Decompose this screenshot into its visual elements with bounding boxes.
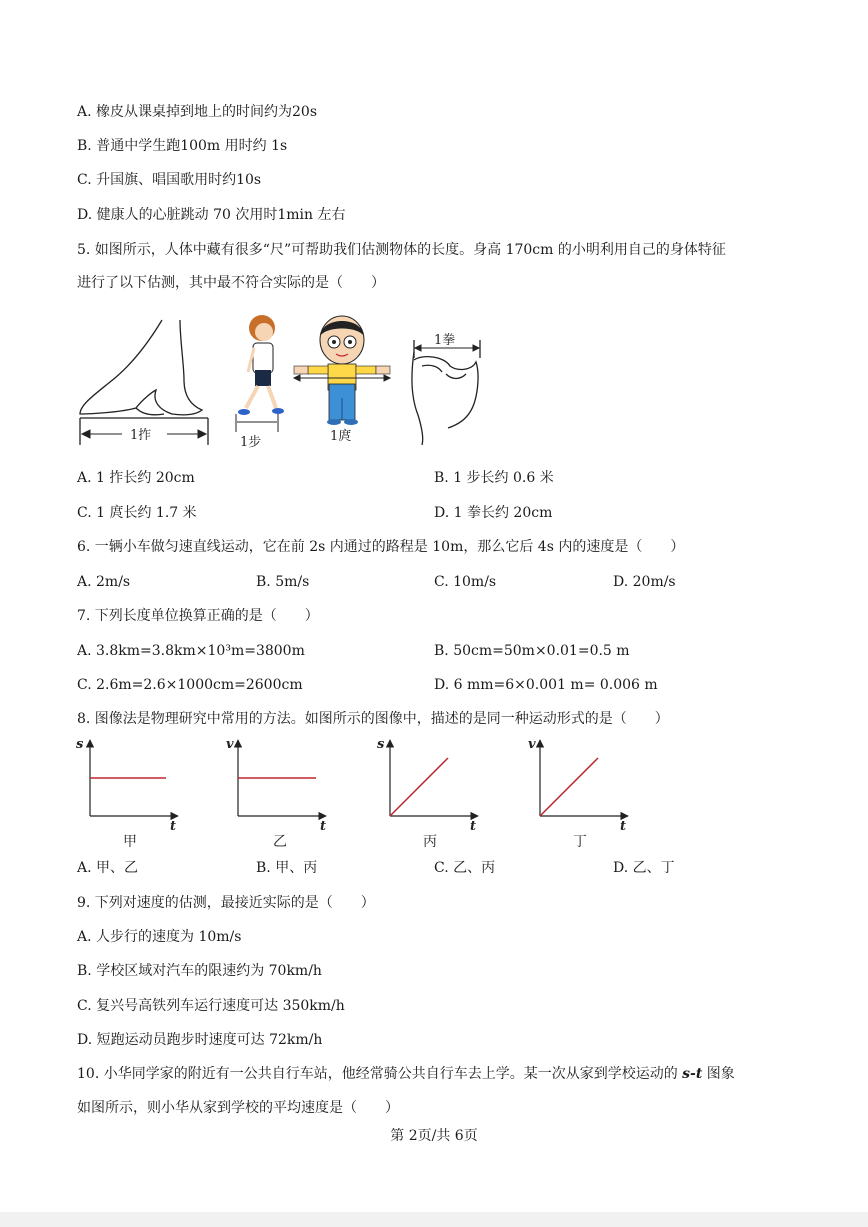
q7-option-c: C. 2.6m=2.6×1000cm=2600cm xyxy=(77,677,303,693)
graph-jia-xlabel: t xyxy=(170,819,177,834)
q7-option-d: D. 6 mm=6×0.001 m= 0.006 m xyxy=(434,677,658,693)
q5-option-d: D. 1 拳长约 20cm xyxy=(434,505,553,521)
q6-option-d: D. 20m/s xyxy=(613,574,676,590)
graph-ding-ylabel: v xyxy=(528,737,536,752)
q5-option-b: B. 1 步长约 0.6 米 xyxy=(434,470,554,486)
q8-option-d: D. 乙、丁 xyxy=(613,860,675,876)
arms-spread-boy-illustration xyxy=(294,316,390,425)
q4-option-a: A. 橡皮从课桌掉到地上的时间约为20s xyxy=(77,104,318,120)
q8-stem: 8. 图像法是物理研究中常用的方法。如图所示的图像中，描述的是同一种运动形式的是（ ） xyxy=(77,711,669,727)
q4-option-c: C. 升国旗、唱国歌用时约10s xyxy=(77,172,262,188)
bottom-band xyxy=(0,1212,868,1227)
graph-bing-xlabel: t xyxy=(470,819,477,834)
graph-ding-xlabel: t xyxy=(620,819,627,834)
graph-yi-caption: 乙 xyxy=(273,834,287,850)
label-quan: 1拳 xyxy=(434,333,456,348)
graph-ding-line xyxy=(540,758,598,816)
q4-option-d: D. 健康人的心脏跳动 70 次用时1min 左右 xyxy=(77,207,346,223)
walking-boy-illustration xyxy=(238,315,284,415)
q5-option-c: C. 1 庹长约 1.7 米 xyxy=(77,505,197,521)
q9-option-c: C. 复兴号高铁列车运行速度可达 350km/h xyxy=(77,998,345,1014)
q10-stem-line2: 如图所示，则小华从家到学校的平均速度是（ ） xyxy=(77,1100,399,1116)
q10-stem-text-1: 10. 小华同学家的附近有一公共自行车站，他经常骑公共自行车去上学。某一次从家到学校运动的 xyxy=(77,1066,683,1082)
graph-jia-caption: 甲 xyxy=(123,834,137,850)
q10-stem-line1 xyxy=(77,1064,735,1084)
graph-ding-caption: 丁 xyxy=(573,834,587,850)
graph-jia xyxy=(76,737,178,850)
q6-option-c: C. 10m/s xyxy=(434,574,497,590)
q8-option-a: A. 甲、乙 xyxy=(77,860,139,876)
q9-option-a: A. 人步行的速度为 10m/s xyxy=(77,929,242,945)
graph-bing-line xyxy=(390,758,448,816)
graph-yi-xlabel: t xyxy=(320,819,327,834)
q9-option-b: B. 学校区域对汽车的限速约为 70km/h xyxy=(77,963,322,979)
graph-bing xyxy=(377,737,478,850)
page-footer: 第 2页/共 6页 xyxy=(390,1128,478,1144)
graph-jia-ylabel: s xyxy=(76,737,84,752)
label-bu: 1步 xyxy=(240,435,262,450)
q10-stem-text-2: 图象 xyxy=(702,1066,735,1082)
graph-bing-ylabel: s xyxy=(377,737,385,752)
q5-stem-line1: 5. 如图所示，人体中藏有很多“尺”可帮助我们估测物体的长度。身高 170cm 的小明利用自己的身体特征 xyxy=(77,242,726,258)
q5-body-ruler-figure xyxy=(72,310,492,455)
q6-option-b: B. 5m/s xyxy=(256,574,310,590)
q6-option-a: A. 2m/s xyxy=(77,574,131,590)
fist-illustration xyxy=(412,340,480,445)
q6-stem: 6. 一辆小车做匀速直线运动，它在前 2s 内通过的路程是 10m，那么它后 4s 内的速度是（ ） xyxy=(77,539,685,555)
q8-option-c: C. 乙、丙 xyxy=(434,860,496,876)
q9-stem: 9. 下列对速度的估测，最接近实际的是（ ） xyxy=(77,895,375,911)
graph-bing-caption: 丙 xyxy=(423,834,437,850)
q9-option-d: D. 短跑运动员跑步时速度可达 72km/h xyxy=(77,1032,323,1048)
label-zha: 1拃 xyxy=(130,428,152,443)
q5-stem-line2: 进行了以下估测，其中最不符合实际的是（ ） xyxy=(77,275,385,291)
step-dimension xyxy=(236,414,278,432)
graph-yi xyxy=(226,737,326,850)
q8-option-b: B. 甲、丙 xyxy=(256,860,318,876)
q7-option-b: B. 50cm=50m×0.01=0.5 m xyxy=(434,643,630,659)
graph-ding xyxy=(528,737,628,850)
q10-st-label: s-t xyxy=(682,1066,703,1082)
label-tuo: 1庹 xyxy=(330,429,352,444)
hand-span-illustration xyxy=(80,320,208,445)
q8-graphs xyxy=(70,734,670,854)
q5-option-a: A. 1 拃长约 20cm xyxy=(77,470,195,486)
q7-stem: 7. 下列长度单位换算正确的是（ ） xyxy=(77,608,319,624)
graph-yi-ylabel: v xyxy=(226,737,234,752)
q4-option-b: B. 普通中学生跑100m 用时约 1s xyxy=(77,138,288,154)
q7-option-a: A. 3.8km=3.8km×10³m=3800m xyxy=(77,643,305,659)
